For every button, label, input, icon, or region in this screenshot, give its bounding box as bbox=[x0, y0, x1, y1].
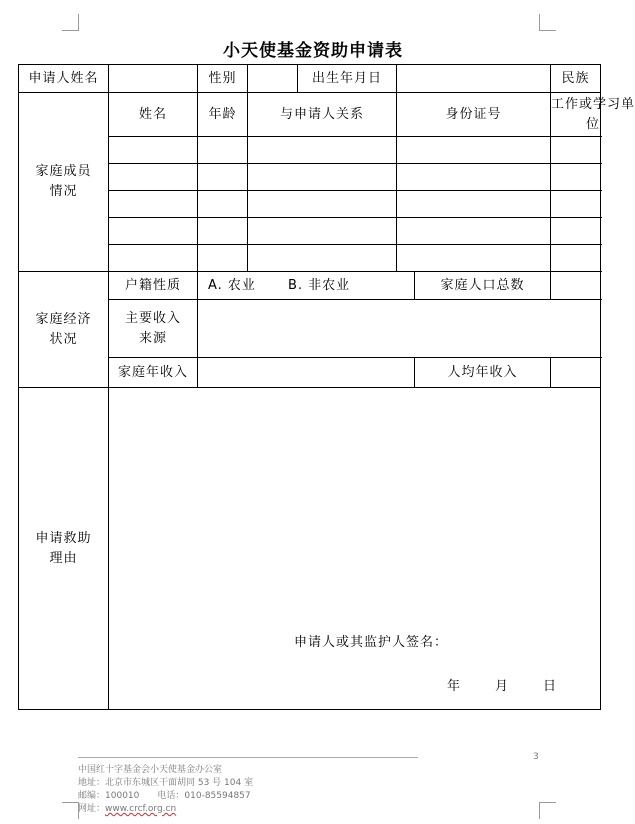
member-name-header: 姓名 bbox=[109, 93, 198, 137]
reason-field[interactable] bbox=[109, 388, 601, 710]
member-age-cell[interactable] bbox=[198, 137, 248, 164]
birth-date-label: 出生年月日 bbox=[298, 65, 397, 93]
date-day-label: 日 bbox=[543, 679, 558, 694]
member-age-header: 年龄 bbox=[198, 93, 248, 137]
annual-income-label: 家庭年收入 bbox=[109, 358, 198, 388]
income-source-field[interactable] bbox=[198, 300, 601, 358]
reason-row bbox=[19, 388, 601, 710]
member-workplace-cell[interactable] bbox=[551, 191, 601, 218]
member-id-cell[interactable] bbox=[397, 137, 551, 164]
footer-zip-phone: 邮编：100010 电话：010-85594857 bbox=[78, 791, 251, 801]
member-id-number-header: 身份证号 bbox=[397, 93, 551, 137]
ethnicity-label: 民族 bbox=[551, 65, 601, 93]
member-relation-header: 与申请人关系 bbox=[248, 93, 397, 137]
member-id-cell[interactable] bbox=[397, 245, 551, 272]
household-option-non-agricultural[interactable]: B. 非农业 bbox=[287, 277, 351, 293]
page-number: 3 bbox=[533, 752, 539, 762]
member-age-cell[interactable] bbox=[198, 245, 248, 272]
household-option-agricultural[interactable]: A. 农业 bbox=[208, 277, 256, 293]
member-id-cell[interactable] bbox=[397, 164, 551, 191]
member-age-cell[interactable] bbox=[198, 191, 248, 218]
application-form-table bbox=[18, 64, 635, 710]
member-age-cell[interactable] bbox=[198, 218, 248, 245]
household-population-field[interactable] bbox=[551, 272, 601, 300]
member-name-cell[interactable] bbox=[109, 137, 198, 164]
member-name-cell[interactable] bbox=[109, 191, 198, 218]
member-relation-cell[interactable] bbox=[248, 137, 397, 164]
reason-section-label: 申请救助理由 bbox=[19, 388, 109, 710]
applicant-name-label: 申请人姓名 bbox=[19, 65, 109, 93]
member-id-cell[interactable] bbox=[397, 191, 551, 218]
household-type-label: 户籍性质 bbox=[109, 272, 198, 300]
family-members-section-label: 家庭成员情况 bbox=[19, 93, 109, 272]
per-capita-income-label: 人均年收入 bbox=[415, 358, 551, 388]
signature-label: 申请人或其监护人签名： bbox=[294, 635, 449, 650]
member-workplace-cell[interactable] bbox=[551, 218, 601, 245]
gender-label: 性别 bbox=[198, 65, 248, 93]
member-name-cell[interactable] bbox=[109, 245, 198, 272]
household-type-row bbox=[19, 272, 601, 300]
applicant-row bbox=[19, 65, 601, 93]
income-source-label: 主要收入来源 bbox=[109, 300, 198, 358]
member-workplace-cell[interactable] bbox=[551, 245, 601, 272]
member-workplace-cell[interactable] bbox=[551, 164, 601, 191]
per-capita-income-field[interactable] bbox=[551, 358, 601, 388]
crop-mark-top-left bbox=[62, 14, 79, 31]
member-relation-cell[interactable] bbox=[248, 218, 397, 245]
crop-mark-top-right bbox=[539, 14, 556, 31]
footer-org: 中国红十字基金会小天使基金办公室 bbox=[78, 765, 223, 775]
footer-divider bbox=[78, 757, 418, 758]
member-relation-cell[interactable] bbox=[248, 245, 397, 272]
signature-date bbox=[447, 677, 557, 697]
member-relation-cell[interactable] bbox=[248, 191, 397, 218]
member-workplace-cell[interactable] bbox=[551, 137, 601, 164]
page-title: 小天使基金资助申请表 bbox=[223, 41, 403, 61]
crop-mark-bottom-left bbox=[62, 802, 79, 819]
footer-web-link[interactable]: www.crcf.org.cn bbox=[105, 804, 177, 814]
footer-web: 网址：www.crcf.org.cn bbox=[78, 804, 177, 814]
member-workplace-header: 工作或学习单位 bbox=[551, 93, 601, 137]
crop-mark-bottom-right bbox=[539, 802, 556, 819]
applicant-name-field[interactable] bbox=[109, 65, 198, 93]
family-economy-section-label: 家庭经济状况 bbox=[19, 272, 109, 388]
birth-date-field[interactable] bbox=[397, 65, 551, 93]
household-type-options[interactable] bbox=[198, 272, 415, 300]
household-population-label: 家庭人口总数 bbox=[415, 272, 551, 300]
member-age-cell[interactable] bbox=[198, 164, 248, 191]
annual-income-field[interactable] bbox=[198, 358, 415, 388]
date-month-label: 月 bbox=[495, 679, 510, 694]
footer-address: 地址：北京市东城区干面胡同 53 号 104 室 bbox=[78, 778, 254, 788]
footer-zip: 100010 bbox=[105, 791, 140, 801]
footer-phone: 010-85594857 bbox=[184, 791, 251, 801]
member-name-cell[interactable] bbox=[109, 164, 198, 191]
member-relation-cell[interactable] bbox=[248, 164, 397, 191]
footer-contact bbox=[78, 764, 253, 816]
family-members-header-row bbox=[19, 93, 601, 137]
date-year-label: 年 bbox=[447, 679, 462, 694]
gender-field[interactable] bbox=[248, 65, 298, 93]
member-id-cell[interactable] bbox=[397, 218, 551, 245]
member-name-cell[interactable] bbox=[109, 218, 198, 245]
